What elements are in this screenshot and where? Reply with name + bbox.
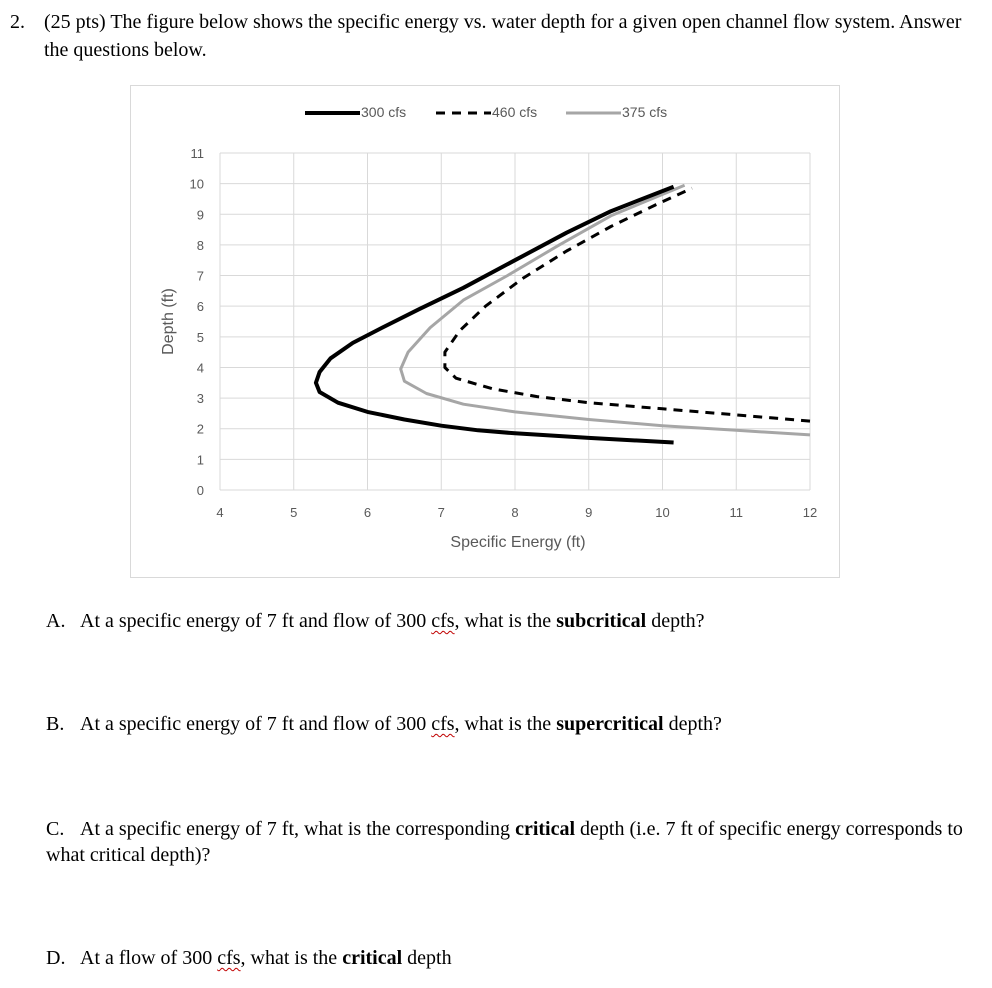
x-tick-label: 9: [585, 505, 593, 520]
problem-text: The figure below shows the specific energy vs. water depth for a given open channel flow system. Answer the questions below.: [44, 11, 962, 61]
x-tick-label: 6: [363, 505, 372, 520]
question-b: B. At a specific energy of 7 ft and flow of 300 cfs, what is the supercritical depth?: [46, 713, 722, 735]
x-tick-label: 8: [511, 505, 519, 520]
question-letter: B.: [46, 713, 65, 735]
x-tick-label: 4: [216, 505, 224, 520]
question-d: D. At a flow of 300 cfs, what is the critical depth: [46, 947, 452, 969]
problem-points: (25 pts): [44, 11, 106, 33]
legend-label: 375 cfs: [622, 104, 668, 120]
y-tick-label: 7: [196, 268, 204, 284]
y-tick-label: 2: [196, 421, 204, 437]
x-tick-label: 10: [655, 505, 670, 520]
y-tick-label: 5: [196, 329, 204, 345]
problem-statement: [44, 8, 970, 64]
legend-label: 460 cfs: [492, 104, 538, 120]
spellcheck-flag[interactable]: cfs: [431, 713, 455, 735]
question-c: C. At a specific energy of 7 ft, what is the corresponding critical depth (i.e. 7 ft of specific energy corresponds to what critical depth)?: [46, 818, 963, 866]
y-tick-label: 8: [196, 237, 204, 253]
y-tick-label: 1: [196, 452, 204, 468]
spellcheck-flag[interactable]: cfs: [431, 610, 455, 632]
y-tick-label: 9: [196, 207, 204, 223]
question-letter: C.: [46, 818, 65, 840]
series-line-300-cfs: [316, 187, 674, 443]
specific-energy-chart: [130, 85, 840, 578]
question-a: A. At a specific energy of 7 ft and flow of 300 cfs, what is the subcritical depth?: [46, 610, 705, 632]
problem-header: [10, 8, 970, 64]
question-letter: D.: [46, 947, 66, 969]
y-tick-label: 10: [189, 176, 204, 192]
x-tick-label: 5: [290, 505, 298, 520]
y-tick-label: 6: [196, 299, 204, 315]
y-tick-label: 0: [196, 483, 204, 498]
x-axis-title: Specific Energy (ft): [450, 534, 586, 551]
spellcheck-flag[interactable]: cfs: [217, 947, 241, 969]
x-tick-label: 12: [802, 505, 818, 520]
y-tick-label: 11: [190, 146, 204, 161]
y-tick-label: 4: [196, 360, 204, 376]
y-axis-title: Depth (ft): [160, 288, 177, 355]
question-letter: A.: [46, 610, 66, 632]
y-tick-label: 3: [196, 391, 204, 407]
x-tick-label: 7: [437, 505, 445, 520]
x-tick-label: 11: [729, 505, 743, 520]
series-line-375-cfs: [401, 185, 810, 435]
chart-svg: [131, 86, 841, 579]
series-line-460-cfs: [445, 188, 810, 421]
problem-number: 2.: [10, 11, 25, 33]
legend-label: 300 cfs: [361, 104, 407, 120]
